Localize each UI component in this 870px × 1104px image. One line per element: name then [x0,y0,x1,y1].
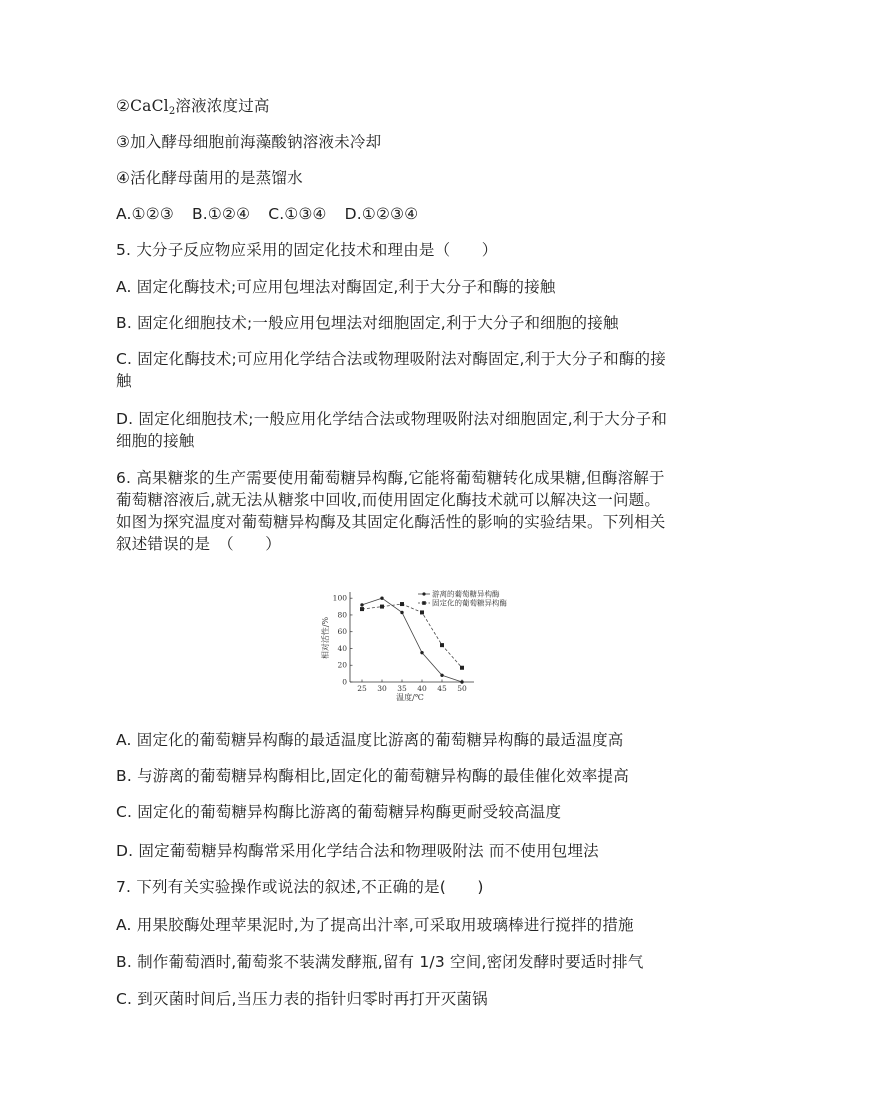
data-point-immobilized-enzyme [420,610,424,614]
legend-marker-circle [422,592,425,595]
q6-option-a: A. 固定化的葡萄糖异构酶的最适温度比游离的葡萄糖异构酶的最适温度高 [116,731,624,749]
q4-option-b: B.①②④ [191,205,251,223]
chart-x-label: 温度/℃ [396,693,424,701]
q6-option-c: C. 固定化的葡萄糖异构酶比游离的葡萄糖异构酶更耐受较高温度 [116,803,562,821]
q5-option-d [116,408,756,452]
q4-option-a: A.①②③ [116,205,174,223]
q6-stem-line1: 6. 高果糖浆的生产需要使用葡萄糖异构酶,它能将葡萄糖转化成果糖,但酶溶解于 [116,469,665,487]
y-tick-label: 20 [337,660,347,670]
data-point-free-enzyme [420,651,423,654]
q6-option-d: D. 固定葡萄糖异构酶常采用化学结合法和物理吸附法 而不使用包埋法 [116,842,599,860]
enzyme-activity-chart [320,586,560,701]
y-tick-label: 100 [332,593,347,603]
data-point-free-enzyme [440,674,443,677]
q6-stem-line3: 如图为探究温度对葡萄糖异构酶及其固定化酶活性的影响的实验结果。下列相关 [116,513,666,531]
chart-x-ticks [357,680,467,694]
chart-series [360,596,464,683]
list-item-3: ③加入酵母细胞前海藻酸钠溶液未冷却 [116,133,382,151]
cacl2-formula [130,97,175,115]
legend-marker-square [422,601,426,605]
q5-option-d-line1: D. 固定化细胞技术;一般应用化学结合法或物理吸附法对细胞固定,利于大分子和 [116,410,668,428]
q5-option-a: A. 固定化酶技术;可应用包埋法对酶固定,利于大分子和酶的接触 [116,278,556,296]
list-item-2-text: 溶液浓度过高 [175,97,270,115]
legend-label-2: 固定化的葡萄糖异构酶 [432,598,507,608]
q7-option-a: A. 用果胶酶处理苹果泥时,为了提高出汁率,可采取用玻璃棒进行搅拌的措施 [116,916,634,934]
q6-stem-line4: 叙述错误的是 （ ） [116,535,281,553]
y-tick-label: 80 [337,610,347,620]
q5-stem: 5. 大分子反应物应采用的固定化技术和理由是（ ） [116,241,498,259]
q5-option-c-line2: 触 [116,372,132,390]
q5-option-c [116,348,756,392]
q7-option-b: B. 制作葡萄酒时,葡萄浆不装满发酵瓶,留有 1/3 空间,密闭发酵时要适时排气 [116,953,644,971]
data-point-immobilized-enzyme [460,666,464,670]
y-tick-label: 0 [342,677,347,687]
series-line-2 [362,604,462,668]
chart-y-label: 相对活性/% [321,616,330,660]
x-tick-label: 30 [377,684,387,693]
data-point-immobilized-enzyme [380,605,384,609]
x-tick-label: 50 [457,684,467,693]
q6-stem-line2: 葡萄糖溶液后,就无法从糖浆中回收,而使用固定化酶技术就可以解决这一问题。 [116,491,661,509]
x-tick-label: 25 [357,684,367,693]
q4-option-d: D.①②③④ [344,205,419,223]
chart-y-ticks [333,594,353,687]
x-tick-label: 40 [417,684,427,693]
q4-options [116,203,756,225]
legend-label-1: 游离的葡萄糖异构酶 [432,589,500,599]
q6-option-b: B. 与游离的葡萄糖异构酶相比,固定化的葡萄糖异构酶的最佳催化效率提高 [116,767,629,785]
chart-legend [418,589,507,608]
data-point-free-enzyme [380,596,383,599]
list-item-2 [116,95,756,117]
q7-stem: 7. 下列有关实验操作或说法的叙述,不正确的是( ) [116,878,484,896]
q5-option-b: B. 固定化细胞技术;一般应用包埋法对细胞固定,利于大分子和细胞的接触 [116,314,619,332]
q5-option-d-line2: 细胞的接触 [116,432,195,450]
q4-option-c: C.①③④ [268,205,327,223]
list-item-2-prefix: ② [116,97,131,115]
list-item-4: ④活化酵母菌用的是蒸馏水 [116,169,303,187]
q5-option-c-line1: C. 固定化酶技术;可应用化学结合法或物理吸附法对酶固定,利于大分子和酶的接 [116,350,666,368]
y-tick-label: 60 [337,627,347,637]
q6-stem [116,467,756,555]
subscript-2: 2 [168,106,176,117]
x-tick-label: 35 [397,684,407,693]
data-point-free-enzyme [360,603,363,606]
data-point-free-enzyme [400,611,403,614]
data-point-free-enzyme [460,680,463,683]
y-tick-label: 40 [337,643,347,653]
series-line-1 [362,598,462,682]
data-point-immobilized-enzyme [360,607,364,611]
data-point-immobilized-enzyme [440,643,444,647]
q7-option-c: C. 到灭菌时间后,当压力表的指针归零时再打开灭菌锅 [116,990,488,1008]
cacl-text: CaCl [130,97,169,115]
data-point-immobilized-enzyme [400,602,404,606]
x-tick-label: 45 [437,684,447,693]
